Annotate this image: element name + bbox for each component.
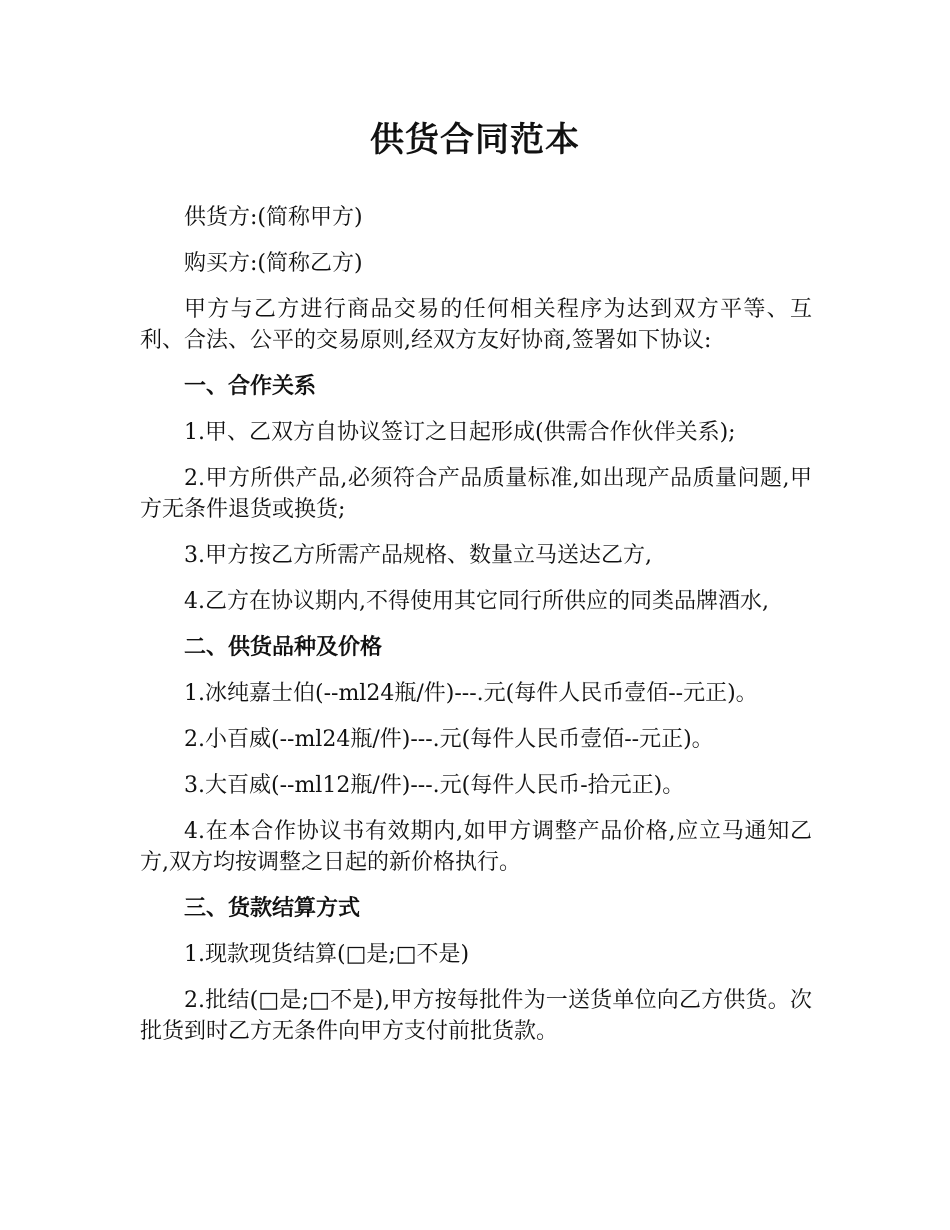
cooperation-item-2: 2.甲方所供产品,必须符合产品质量标准,如出现产品质量问题,甲方无条件退货或换货; <box>140 466 812 522</box>
cooperation-item-1: 1.甲、乙双方自协议签订之日起形成(供需合作伙伴关系); <box>184 420 736 445</box>
section-heading-products: 二、供货品种及价格 <box>184 635 383 660</box>
product-item-1: 1.冰纯嘉士伯(--ml24瓶/件)---.元(每件人民币壹佰--元正)。 <box>184 681 758 706</box>
supplier-line: 供货方:(简称甲方) <box>184 205 363 230</box>
cooperation-item-4: 4.乙方在协议期内,不得使用其它同行所供应的同类品牌酒水, <box>184 589 769 614</box>
settlement-item-2: 2.批结(□是;□不是),甲方按每批件为一送货单位向乙方供货。次批货到时乙方无条件向甲方支付前批货款。 <box>140 988 812 1044</box>
product-item-2: 2.小百威(--ml24瓶/件)---.元(每件人民币壹佰--元正)。 <box>184 727 714 752</box>
settlement-item-1: 1.现款现货结算(□是;□不是) <box>184 942 470 967</box>
cooperation-item-3: 3.甲方按乙方所需产品规格、数量立马送达乙方, <box>184 543 652 568</box>
document-title: 供货合同范本 <box>370 120 580 160</box>
intro-paragraph: 甲方与乙方进行商品交易的任何相关程序为达到双方平等、互利、合法、公平的交易原则,经双方友好协商,签署如下协议: <box>140 297 812 353</box>
document-body <box>140 202 812 1062</box>
buyer-line: 购买方:(简称乙方) <box>184 251 363 276</box>
product-item-4: 4.在本合作协议书有效期内,如甲方调整产品价格,应立马通知乙方,双方均按调整之日起的新价格执行。 <box>140 819 812 875</box>
section-heading-settlement: 三、货款结算方式 <box>184 896 361 921</box>
section-heading-cooperation: 一、合作关系 <box>184 374 317 399</box>
product-item-3: 3.大百威(--ml12瓶/件)---.元(每件人民币-拾元正)。 <box>184 773 685 798</box>
